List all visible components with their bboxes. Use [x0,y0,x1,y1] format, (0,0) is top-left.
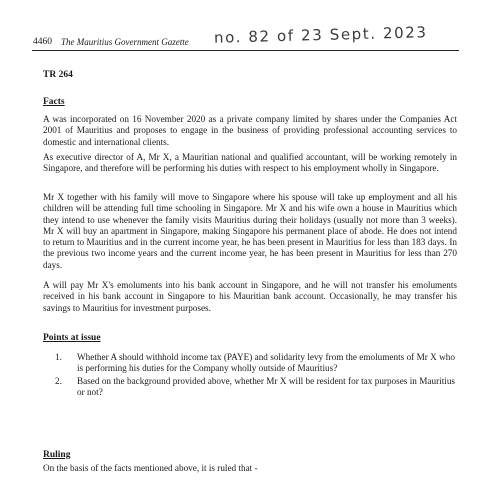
facts-paragraph: A was incorporated on 16 November 2020 as a private company limited by shares under the Companies Act 2001 of Mauritius and proposes to engage in the business of providing professional accounting services to domestic and international clients. [43,114,457,147]
list-item-number: 1. [55,352,62,362]
points-list [55,352,455,399]
facts-heading: Facts [43,97,65,107]
points-at-issue-heading: Points at issue [43,333,101,343]
list-item-text: Based on the background provided above, whether Mr X will be resident for tax purposes in Mauritius or not? [77,375,455,397]
list-item-number: 2. [55,375,62,386]
list-item [55,352,455,375]
gazette-title: The Mauritius Government Gazette [61,37,189,47]
list-item [55,376,455,399]
facts-paragraph: A will pay Mr X's emoluments into his bank account in Singapore, and he will not transfer his emoluments received in his bank account in Singapore to his Mauritian bank account. Occasionally, he may transfer his savings to Mauritius for investment purposes. [43,280,457,313]
page-number: 4460 [33,37,52,47]
ruling-heading: Ruling [43,450,71,460]
header-rule [32,50,459,51]
facts-paragraph: As executive director of A, Mr X, a Mauritian national and qualified accountant, will be working remotely in Singapore, and therefore will be performing his duties with respect to his employment wholly in Singapore. [43,152,457,174]
ruling-intro: On the basis of the facts mentioned above, it is ruled that - [43,463,258,473]
ruling-reference: TR 264 [43,70,73,80]
facts-paragraph: Mr X together with his family will move to Singapore where his spouse will take up employment and all his children will be attending full time schooling in Singapore. Mr X and his wife own a house in Mauritius which they intend to use whenever the family visits Mauritius during their holidays (usually not more than 3 weeks). Mr X will buy an apartment in Singapore, making Singapore his permanent place of abode. He does not intend to return to Mauritius and in the current income year, he has been present in Mauritius for less than 183 days. In the previous two income years and the current income year, he has been present in Mauritius for less than 270 days. [43,192,457,270]
handwritten-annotation: no. 82 of 23 Sept. 2023 [213,23,428,47]
list-item-text: Whether A should withhold income tax (PAYE) and solidarity levy from the emoluments of Mr X who is performing his duties for the Company wholly outside of Mauritius? [77,352,455,374]
